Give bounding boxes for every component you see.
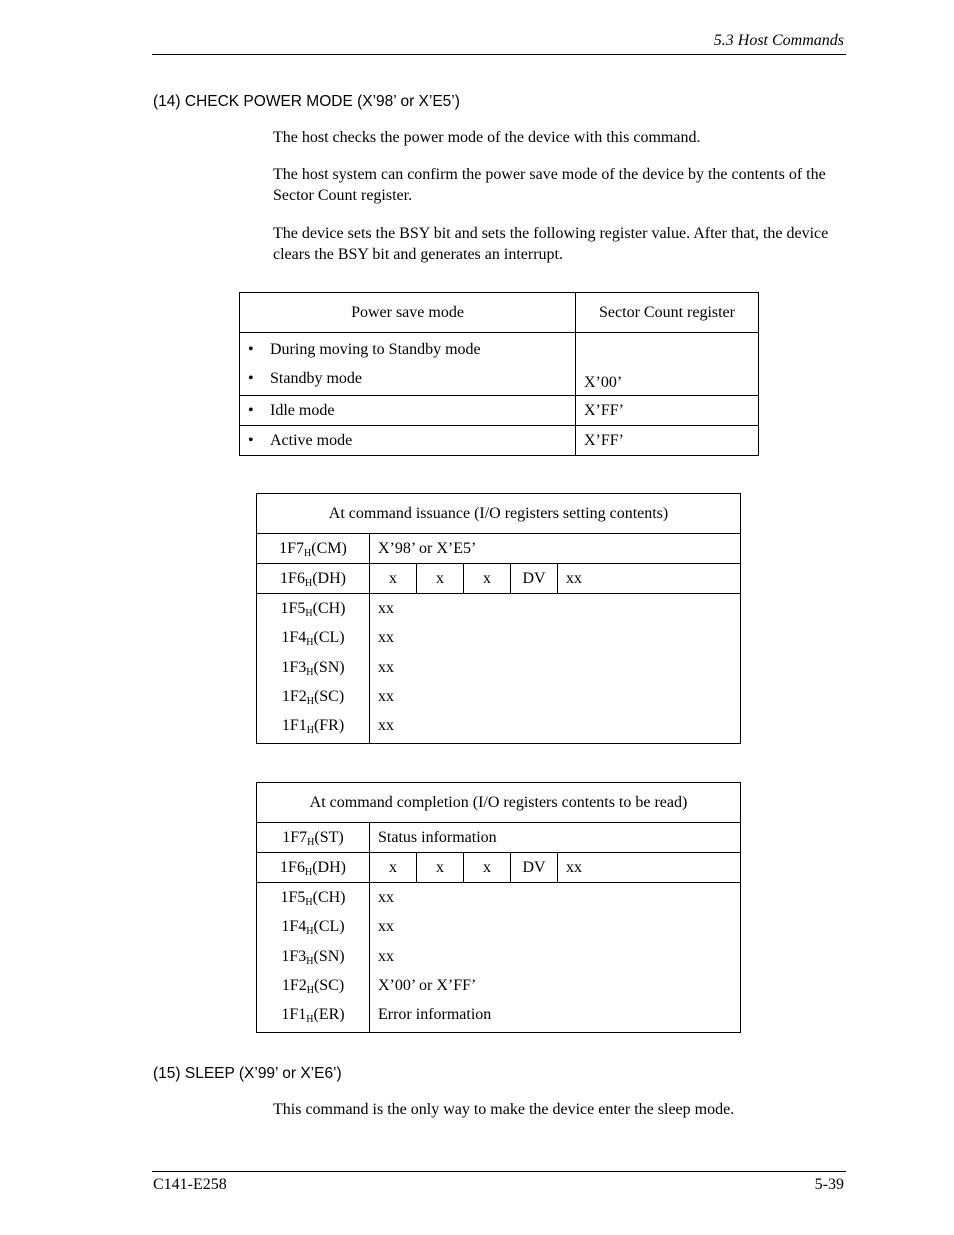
reg-value: xx bbox=[378, 717, 394, 735]
header-rule bbox=[152, 54, 846, 55]
paragraph-3: The device sets the BSY bit and sets the following register value. After that, the device clears the BSY bit and generates an interrupt. bbox=[273, 225, 829, 263]
standby-value: X’00’ bbox=[576, 333, 759, 396]
reg-value: xx bbox=[378, 629, 394, 647]
paragraph-2: The host system can confirm the power save mode of the device by the contents of the Sector Count register. bbox=[273, 166, 826, 204]
mode-standby: Standby mode bbox=[270, 369, 362, 387]
dh-bit-rest: xx bbox=[558, 853, 741, 883]
completion-register-table bbox=[256, 782, 741, 1033]
dh-bit: x bbox=[417, 853, 464, 883]
paragraph-1: The host checks the power mode of the device with this command. bbox=[273, 129, 701, 146]
reg-value: xx bbox=[378, 889, 394, 906]
reg-label-dh: $1F6_H(DH)$ bbox=[257, 564, 370, 594]
dh-bit: x bbox=[370, 564, 417, 594]
footer-rule bbox=[152, 1171, 846, 1172]
page-number: 5-39 bbox=[814, 1176, 844, 1193]
dh-bit: x bbox=[464, 853, 511, 883]
reg-values-stack bbox=[370, 883, 741, 1033]
reg-value-cm: X’98’ or X’E5’ bbox=[370, 534, 741, 564]
paragraph-sleep: This command is the only way to make the device enter the sleep mode. bbox=[273, 1101, 735, 1118]
completion-title: At command completion (I/O registers contents to be read) bbox=[257, 783, 741, 823]
idle-cell: • Idle mode bbox=[240, 396, 576, 426]
reg-labels-stack bbox=[257, 883, 370, 1033]
reg-label-sn: $1F3_H(SN)$ bbox=[281, 947, 345, 967]
reg-label-ch: $1F5_H(CH)$ bbox=[280, 889, 346, 908]
reg-label-er: $1F1_H(ER)$ bbox=[281, 1006, 345, 1026]
issuance-title: At command issuance (I/O registers setting contents) bbox=[257, 494, 741, 534]
running-head: 5.3 Host Commands bbox=[713, 32, 844, 49]
reg-label-fr: $1F1_H(FR)$ bbox=[281, 717, 345, 737]
dh-bit: x bbox=[370, 853, 417, 883]
reg-value-st: Status information bbox=[370, 823, 741, 853]
section-heading-14: (14) CHECK POWER MODE (X’98’ or X’E5’) bbox=[153, 93, 460, 110]
power-mode-header: Power save mode bbox=[240, 293, 576, 333]
active-value: X’FF’ bbox=[576, 426, 759, 456]
standby-cell: • During moving to Standby mode • Standby mode bbox=[240, 333, 576, 396]
reg-label-cm: $1F7_H(CM)$ bbox=[257, 534, 370, 564]
document-id: C141-E258 bbox=[153, 1176, 227, 1193]
reg-label-sc: $1F2_H(SC)$ bbox=[281, 976, 345, 996]
dh-bit-dv: DV bbox=[511, 564, 558, 594]
reg-value: xx bbox=[378, 600, 394, 617]
idle-value: X’FF’ bbox=[576, 396, 759, 426]
reg-label-sc: $1F2_H(SC)$ bbox=[281, 687, 345, 707]
mode-moving-standby: During moving to Standby mode bbox=[270, 340, 481, 358]
dh-bit-rest: xx bbox=[558, 564, 741, 594]
power-mode-table bbox=[239, 292, 759, 456]
reg-label-cl: $1F4_H(CL)$ bbox=[281, 629, 345, 649]
reg-value: Error information bbox=[378, 1006, 492, 1024]
issuance-register-table bbox=[256, 493, 741, 744]
dh-bit: x bbox=[464, 564, 511, 594]
mode-idle: Idle mode bbox=[270, 401, 335, 419]
reg-label-dh: $1F6_H(DH)$ bbox=[257, 853, 370, 883]
mode-active: Active mode bbox=[270, 431, 353, 449]
reg-value: X’00’ or X’FF’ bbox=[378, 976, 477, 994]
dh-bit-dv: DV bbox=[511, 853, 558, 883]
reg-value: xx bbox=[378, 918, 394, 936]
reg-label-st: $1F7_H(ST)$ bbox=[257, 823, 370, 853]
reg-values-stack bbox=[370, 594, 741, 744]
reg-label-sn: $1F3_H(SN)$ bbox=[281, 658, 345, 678]
reg-label-ch: $1F5_H(CH)$ bbox=[280, 600, 346, 619]
reg-value: xx bbox=[378, 947, 394, 965]
dh-bit: x bbox=[417, 564, 464, 594]
reg-label-cl: $1F4_H(CL)$ bbox=[281, 918, 345, 938]
reg-value: xx bbox=[378, 687, 394, 705]
reg-value: xx bbox=[378, 658, 394, 676]
reg-labels-stack bbox=[257, 594, 370, 744]
active-cell: • Active mode bbox=[240, 426, 576, 456]
sector-count-header: Sector Count register bbox=[576, 293, 759, 333]
section-heading-15: (15) SLEEP (X’99’ or X’E6’) bbox=[153, 1065, 342, 1082]
